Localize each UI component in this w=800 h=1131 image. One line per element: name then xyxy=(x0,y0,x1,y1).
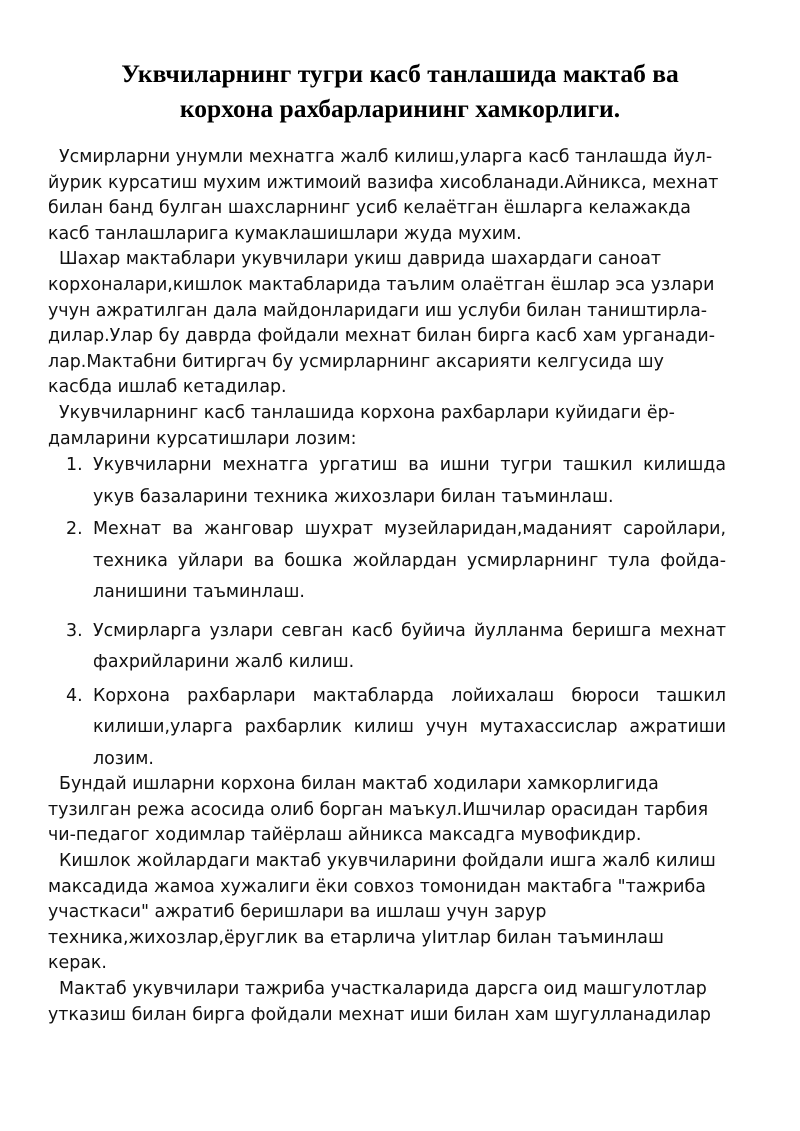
text-line: Укувчиларни мехнатга ургатиш ва ишни тугри ташкил килишда xyxy=(93,455,726,475)
text-line: Корхона рахбарлари мактабларда лойихалаш бюроси ташкил xyxy=(93,685,726,706)
list-number: 2. xyxy=(66,519,83,539)
text-line: Шахар мактаблари укувчилари укиш даврида шахардаги саноат xyxy=(48,249,662,270)
text-line: Мехнат ва жанговар шухрат музейларидан,маданият саройлари, xyxy=(93,519,726,539)
text-line: чи-педагог ходимлар тайёрлаш айникса максадга мувофикдир. xyxy=(48,825,642,846)
text-line: дилар.Улар бу даврда фойдали мехнат билан бирга касб хам урганади- xyxy=(48,326,715,347)
list-item xyxy=(66,450,726,513)
text-line: билан банд булган шахсларнинг усиб келаётган ёшларга келажакда xyxy=(48,198,691,219)
title-line-2: корхона рахбарларининг хамкорлиги. xyxy=(179,94,621,123)
text-line: тузилган режа асосида олиб борган маъкул.Ишчилар орасидан тарбия xyxy=(48,799,709,820)
intro-paragraph-1 xyxy=(48,145,768,247)
text-line: утказиш билан бирга фойдали мехнат иши билан хам шугулланадилар xyxy=(48,1004,711,1025)
text-line: Укувчиларнинг касб танлашида корхона рахбарлари куйидаги ёр- xyxy=(48,403,675,423)
text-line: керак. xyxy=(48,953,107,974)
text-line: участкаси" ажратиб беришлари ва ишлаш учун зарур xyxy=(48,902,547,923)
text-line: касб танлашларига кумаклашишлари жуда мухим. xyxy=(48,223,522,244)
list-number: 3. xyxy=(66,620,83,641)
title-line-1: Уквчиларнинг тугри касб танлашида мактаб ва xyxy=(121,59,679,88)
numbered-list xyxy=(66,450,726,775)
text-line: Кишлок жойлардаги мактаб укувчиларини фойдали ишга жалб килиш xyxy=(48,851,716,871)
text-line: йурик курсатиш мухим ижтимоий вазифа хисобланади.Айникса, мехнат xyxy=(48,172,719,193)
text-line: корхоналари,кишлок мактабларида таълим олаётган ёшлар эса узлари xyxy=(48,274,715,295)
intro-paragraph-3 xyxy=(48,401,768,452)
list-number: 1. xyxy=(66,455,83,475)
text-line: Бундай ишларни корхона билан мактаб ходилари хамкорлигида xyxy=(48,774,659,794)
list-number: 4. xyxy=(66,685,83,706)
text-line: техника,жихозлар,ёруглик ва етарлича уIитлар билан таъминлаш xyxy=(48,927,664,948)
text-line: Усмирларни унумли мехнатга жалб килиш,уларга касб танлашда йул- xyxy=(48,147,713,167)
text-line: касбда ишлаб кетадилар. xyxy=(48,377,287,398)
closing-paragraph-1 xyxy=(48,772,768,849)
text-line: килиши,уларга рахбарлик килиш учун мутахассислар ажратиши xyxy=(93,717,726,737)
text-line: укув базаларини техника жихозлари билан таъминлаш. xyxy=(93,486,614,507)
closing-paragraph-3 xyxy=(48,977,768,1028)
text-line: лозим. xyxy=(93,748,154,769)
text-line: техника уйлари ва бошка жойлардан усмирларнинг тула фойда- xyxy=(93,550,726,571)
list-item xyxy=(66,681,726,776)
text-line: Усмирларга узлари севган касб буйича йулланма беришга мехнат xyxy=(93,620,726,641)
text-line: Мактаб укувчилари тажриба участкаларида дарсга оид машгулотлар xyxy=(48,979,707,999)
text-line: учун ажратилган дала майдонларидаги иш услуби билан таништирла- xyxy=(48,300,708,321)
text-line: лар.Мактабни битиргач бу усмирларнинг аксарияти келгусида шу xyxy=(48,351,664,372)
text-line: дамларини курсатишлари лозим: xyxy=(48,428,357,449)
list-item xyxy=(66,514,726,609)
text-line: максадида жамоа хужалиги ёки совхоз томонидан мактабга "тажриба xyxy=(48,876,706,897)
page-title xyxy=(60,56,740,126)
intro-paragraph-2 xyxy=(48,247,768,401)
closing-paragraph-2 xyxy=(48,849,768,977)
list-item xyxy=(66,616,726,679)
text-line: фахрийларини жалб килиш. xyxy=(93,652,355,672)
text-line: ланишини таъминлаш. xyxy=(93,582,305,602)
